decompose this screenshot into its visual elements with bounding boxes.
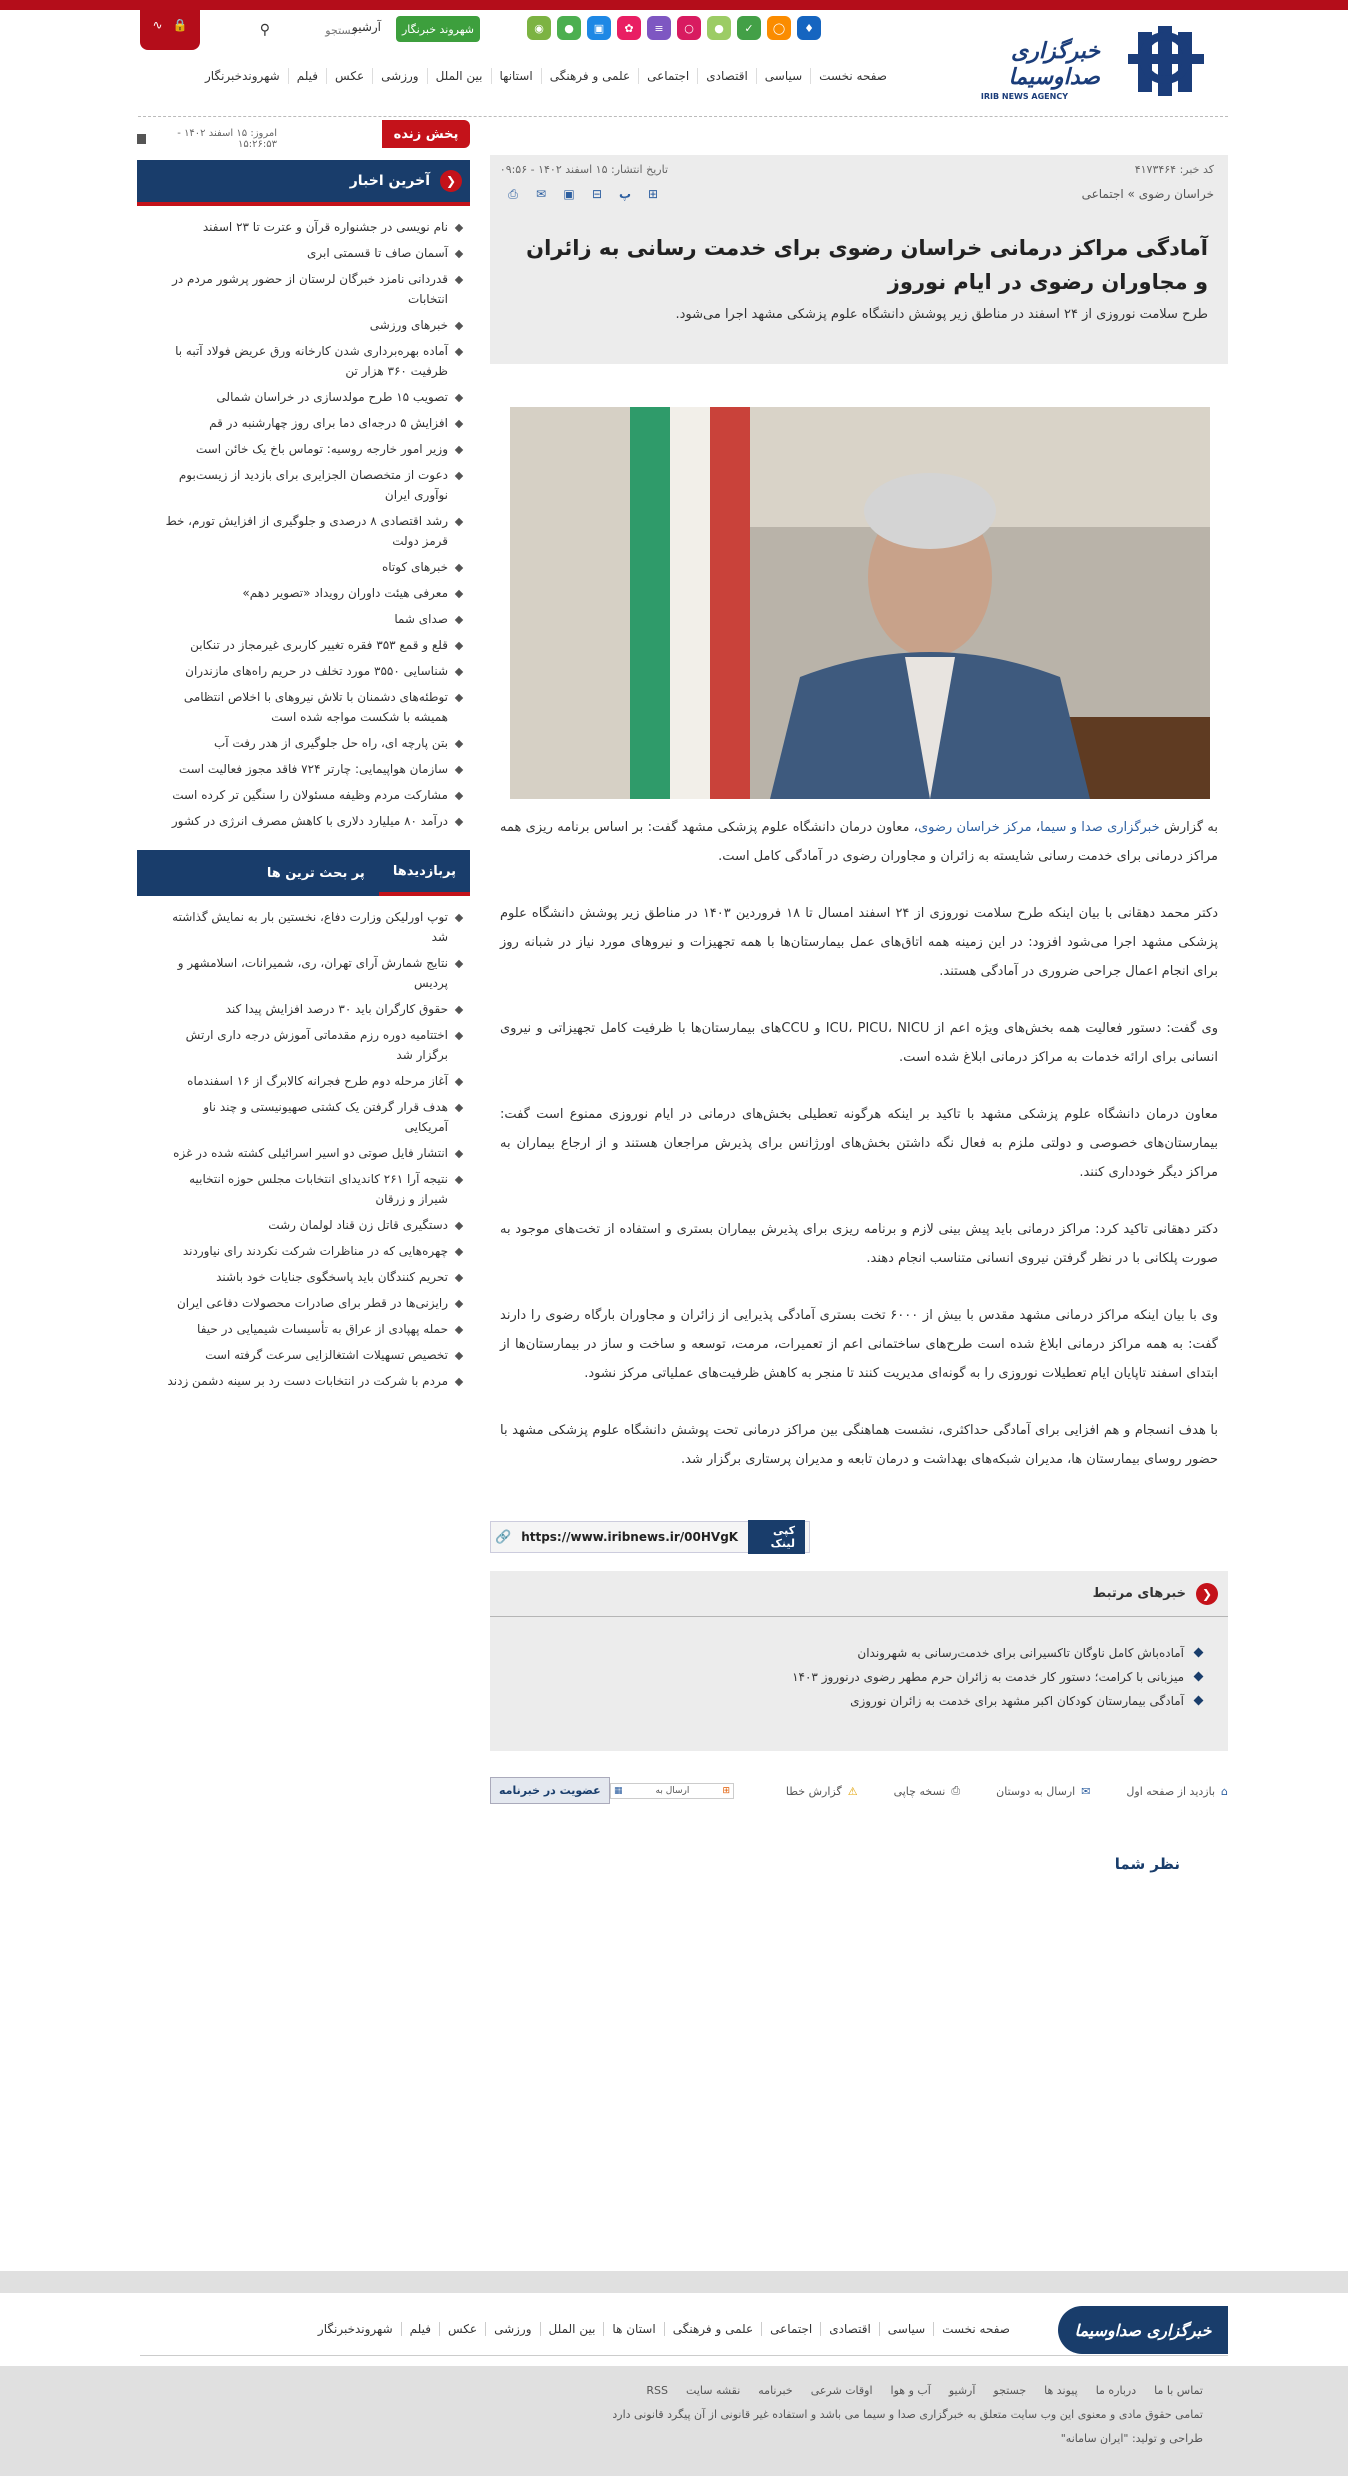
list-item[interactable]: نام نویسی در جشنواره قرآن و عترت تا ۲۳ اسفند — [137, 214, 470, 240]
bubble-app-icon[interactable]: ● — [707, 16, 731, 40]
tab-most-viewed[interactable]: پربازدیدها — [379, 850, 470, 896]
nav-item[interactable]: سیاسی — [756, 68, 810, 84]
article-headline — [490, 211, 1228, 364]
share-grid-icon: ▦ — [614, 1786, 623, 1796]
footer-link[interactable]: RSS — [646, 2384, 669, 2397]
nav-item[interactable]: استانها — [491, 68, 541, 84]
font-increase-icon[interactable]: ⊞ — [647, 187, 659, 201]
list-item[interactable]: خبرهای کوتاه — [137, 554, 470, 580]
footer-nav-item[interactable]: صفحه نخست — [933, 2322, 1018, 2336]
footer-nav-item[interactable]: بین الملل — [540, 2322, 604, 2336]
short-url[interactable]: https://www.iribnews.ir/00HVgK — [521, 1530, 739, 1544]
list-item[interactable]: آغاز مرحله دوم طرح فجرانه کالابرگ از ۱۶ اسفندماه — [137, 1068, 470, 1094]
print-version-action[interactable] — [894, 1784, 961, 1798]
popular-news-list — [137, 896, 470, 1402]
paragraph-2: دکتر محمد دهقانی با بیان اینکه طرح سلامت نوروزی از ۲۴ اسفند امسال تا ۱۸ فروردین ۱۴۰۳ در مناطق زیر پوشش دانشگاه علوم پزشکی مشهد اجرا می‌شود افزود: در این زمینه همه اتاق‌های عمل بیمارستان‌ها با همه تجهیزات و نیروهای مورد نیاز در شبانه روز برای انجام اعمال جراحی ضروری در آمادگی هستند. — [500, 906, 1219, 979]
copyright: تمامی حقوق مادی و معنوی این وب سایت متعلق به خبرگزاری صدا و سیما می باشد و استفاده غیر قانونی از آن پیگرد قانونی دارد — [612, 2408, 1203, 2421]
footer-link[interactable]: تماس با ما — [1154, 2384, 1203, 2397]
popular-tabs — [137, 850, 470, 896]
today-date — [137, 128, 377, 150]
footer-logo[interactable]: خبرگزاری صداوسیما — [1058, 2306, 1228, 2354]
header-divider — [138, 116, 1228, 117]
printer-icon: ⎙ — [951, 1784, 961, 1797]
footer-link[interactable]: پیوند ها — [1044, 2384, 1078, 2397]
footer-link[interactable]: نقشه سایت — [686, 2384, 741, 2397]
list-item[interactable]: شناسایی ۳۵۵۰ مورد تخلف در حریم راه‌های مازندران — [137, 658, 470, 684]
apple-icon[interactable]: ● — [557, 16, 581, 40]
homepage-action-label: بازدید از صفحه اول — [1126, 1784, 1216, 1798]
footer-nav — [140, 2306, 1228, 2356]
list-item[interactable]: نتایج شمارش آرای تهران، ری، شمیرانات، اسلامشهر و پردیس — [137, 950, 470, 996]
list-item[interactable]: رشد اقتصادی ۸ درصدی و جلوگیری از افزایش تورم، خط قرمز دولت — [137, 508, 470, 554]
nav-item[interactable]: اقتصادی — [697, 68, 756, 84]
paragraph-4: معاون درمان دانشگاه علوم پزشکی مشهد با تاکید بر اینکه هرگونه تعطیلی بخش‌های درمانی در ایام نوروزی ممنوع است گفت: بیمارستان‌های خصوصی و دولتی ملزم به فعال نگه داشتن بخش‌های اورژانس برای پذیرش مراجعان هستند و از ارجاع بیماران به مراکز دیگر خودداری کنند. — [500, 1107, 1218, 1180]
report-error-action[interactable] — [786, 1785, 858, 1798]
list-item[interactable]: هدف قرار گرفتن یک کشتی صهیونیستی و چند ناو آمریکایی — [137, 1094, 470, 1140]
list-item[interactable]: خبرهای ورزشی — [137, 312, 470, 338]
share-widget[interactable] — [610, 1783, 734, 1799]
list-item[interactable]: آماده بهره‌برداری شدن کارخانه ورق عریض فولاد آتبه با ظرفیت ۳۶۰ هزار تن — [137, 338, 470, 384]
search-icon[interactable]: ⚲ — [259, 22, 270, 38]
related-item[interactable]: آماده‌باش کامل ناوگان تاکسیرانی برای خدمت‌رسانی به شهروندان — [490, 1641, 1202, 1665]
list-item[interactable]: دعوت از متخصصان الجزایری برای بازدید از زیست‌بوم نوآوری ایران — [137, 462, 470, 508]
article-meta — [490, 155, 1228, 211]
list-item[interactable]: درآمد ۸۰ میلیارد دلاری با کاهش مصرف انرژی در کشور — [137, 808, 470, 834]
check-app-icon[interactable]: ✓ — [737, 16, 761, 40]
latest-news-header — [137, 160, 470, 206]
chevron-left-icon[interactable]: ❮ — [440, 170, 462, 192]
article — [490, 155, 1228, 1873]
rss-icon[interactable]: ∿ — [152, 18, 163, 32]
main-nav — [197, 68, 895, 84]
list-item[interactable]: سازمان هواپیمایی: چارتر ۷۲۴ فاقد مجوز فعالیت است — [137, 756, 470, 782]
footer-nav-item[interactable]: استان ها — [603, 2322, 663, 2336]
footer-link[interactable]: خبرنامه — [758, 2384, 793, 2397]
list-item[interactable]: مشارکت مردم وظیفه مسئولان را سنگین تر کرده است — [137, 782, 470, 808]
report-error-label: گزارش خطا — [785, 1784, 842, 1798]
article-tools — [504, 185, 662, 203]
related-news — [490, 1571, 1228, 1751]
nav-item[interactable]: فیلم — [288, 68, 326, 84]
logo-wordmark: خبرگزاری صداوسیما — [1008, 38, 1100, 90]
latest-news-list — [137, 206, 470, 842]
nav-item[interactable]: علمی و فرهنگی — [541, 68, 638, 84]
list-item[interactable]: توطئه‌های دشمنان با تلاش نیروهای با اخلاص انتظامی همیشه با شکست مواجه شده است — [137, 684, 470, 730]
orange-app-icon[interactable]: ◯ — [767, 16, 791, 40]
article-body — [490, 813, 1228, 1502]
list-item[interactable]: تصویب ۱۵ طرح مولدسازی در خراسان شمالی — [137, 384, 470, 410]
footer-nav-item[interactable]: اقتصادی — [820, 2322, 879, 2336]
copy-link-button[interactable]: کپی لینک — [748, 1520, 805, 1554]
list-item[interactable]: مردم با شرکت در انتخابات دست رد بر سینه دشمن زدند — [137, 1368, 470, 1394]
app-store-icon[interactable]: ▣ — [587, 16, 611, 40]
nav-item[interactable]: بین الملل — [427, 68, 491, 84]
footer-nav-item[interactable]: علمی و فرهنگی — [664, 2322, 761, 2336]
related-news-header — [490, 1571, 1228, 1617]
list-item[interactable]: وزیر امور خارجه روسیه: توماس باخ یک خائن است — [137, 436, 470, 462]
province-center-link[interactable]: مرکز خراسان رضوی — [917, 820, 1032, 835]
footer-nav-item[interactable]: ورزشی — [485, 2322, 539, 2336]
paragraph-1 — [500, 813, 1218, 871]
news-code: کد خبر: ۴۱۷۳۴۶۴ — [1134, 163, 1214, 176]
home-icon: ⌂ — [1221, 1784, 1228, 1798]
footer-nav-item[interactable]: سیاسی — [879, 2322, 933, 2336]
tab-most-discussed[interactable]: پر بحث ترین ها — [266, 865, 365, 881]
footer-nav-item[interactable]: شهروندخبرنگار — [317, 2322, 393, 2336]
site-logo[interactable] — [958, 12, 1218, 108]
article-actions — [490, 1775, 1228, 1807]
list-item[interactable]: حمله پهپادی از عراق به تأسیسات شیمیایی در حیفا — [137, 1316, 470, 1342]
footer-link[interactable]: آب و هوا — [890, 2384, 931, 2397]
envelope-icon: ✉ — [1081, 1784, 1091, 1798]
paragraph-5: دکتر دهقانی تاکید کرد: مراکز درمانی باید پیش بینی لازم و برنامه ریزی برای پذیرش بیماران بستری و استفاده از تخت‌های موجود به صورت پلکانی با در نظر گرفتن نیروی انسانی متناسب انجام دهند. — [500, 1222, 1218, 1266]
font-size-icon: پ — [618, 187, 632, 201]
today-date-text: امروز: ۱۵ اسفند ۱۴۰۲ - ۱۵:۲۶:۵۳ — [177, 128, 277, 150]
menu-app-icon[interactable]: ≡ — [647, 16, 671, 40]
agency-link[interactable]: خبرگزاری صدا و سیما — [1040, 820, 1160, 835]
short-link-box — [490, 1521, 810, 1553]
app-links — [527, 16, 821, 40]
related-news-list — [490, 1617, 1228, 1713]
android-icon[interactable]: ◉ — [527, 16, 551, 40]
design-credit: طراحی و تولید: "ایران سامانه" — [1060, 2432, 1203, 2445]
drop-app-icon[interactable]: ♦ — [797, 16, 821, 40]
film-app-icon[interactable]: ○ — [677, 16, 701, 40]
share-plus-icon: ⊞ — [722, 1786, 730, 1796]
paragraph-1-prefix: به گزارش — [1159, 820, 1218, 835]
footer — [0, 2366, 1348, 2476]
article-title: آمادگی مراکز درمانی خراسان رضوی برای خدمت رسانی به زائران و مجاوران رضوی در ایام نوروز — [526, 236, 1208, 294]
paragraph-7: با هدف انسجام و هم افزایی برای آمادگی حداکثری، نشست هماهنگی بین مراکز درمانی تحت پوشش دانشگاه علوم پزشکی مشهد با حضور روسای بیمارستان ها، مدیران شبکه‌های بهداشت و درمان تابعه و مدیران پرستاری برگزار شد. — [500, 1423, 1218, 1467]
list-item[interactable]: حقوق کارگران باید ۳۰ درصد افزایش پیدا کند — [137, 996, 470, 1022]
list-item[interactable]: انتشار فایل صوتی دو اسیر اسرائیلی کشته شده در غزه — [137, 1140, 470, 1166]
footer-link[interactable]: جستجو — [993, 2384, 1027, 2397]
list-item[interactable]: تخصیص تسهیلات اشتغالزایی سرعت گرفته است — [137, 1342, 470, 1368]
footer-nav-item[interactable]: فیلم — [401, 2322, 439, 2336]
paragraph-3: وی گفت: دستور فعالیت همه بخش‌های ویژه اعم از ICU، PICU، NICU و CCUهای بیمارستان‌ها با ظرفیت کامل تجهیزاتی و نیروی انسانی برای ارائه خدمات به مراکز درمانی ابلاغ شده است. — [500, 1021, 1219, 1065]
list-item[interactable]: بتن پارچه ای، راه حل جلوگیری از هدر رفت آب — [137, 730, 470, 756]
paragraph-6: وی با بیان اینکه مراکز درمانی مشهد مقدس با بیش از ۶۰۰۰ تخت بستری آمادگی پذیرایی از زائران و مجاوران بارگاه رضوی را دارند گفت: به همه مراکز درمانی ابلاغ شده است طرح‌های ساختمانی اعم از تعمیرات، مرمت، توسعه و ساخت و ساز در بیمارستان‌ها از ابتدای اسفند تاپایان ایام تعطیلات نوروزی را به گونه‌ای مدیریت کنند تا منجر به کاهش ظرفیت‌های عملیاتی مرکز نشود. — [500, 1308, 1218, 1381]
lock-icon[interactable]: 🔒 — [172, 18, 188, 32]
latest-news-title: آخرین اخبار — [349, 173, 430, 189]
flower-app-icon[interactable]: ✿ — [617, 16, 641, 40]
link-icon: 🔗 — [495, 1529, 512, 1545]
warning-icon: ⚠ — [847, 1784, 858, 1798]
list-item[interactable]: تحریم کنندگان باید پاسخگوی جنایات خود باشند — [137, 1264, 470, 1290]
list-item[interactable]: آسمان صاف تا قسمتی ابری — [137, 240, 470, 266]
list-item[interactable]: اختتامیه دوره رزم مقدماتی آموزش درجه داری ارتش برگزار شد — [137, 1022, 470, 1068]
nav-item[interactable]: اجتماعی — [638, 68, 697, 84]
list-item[interactable]: معرفی هیئت داوران رویداد «تصویر دهم» — [137, 580, 470, 606]
font-decrease-icon[interactable]: ⊟ — [591, 187, 603, 201]
comments-title: نظر شما — [1114, 1855, 1180, 1873]
list-item[interactable]: صدای شما — [137, 606, 470, 632]
footer-link[interactable]: اوقات شرعی — [810, 2384, 873, 2397]
nav-item[interactable]: ورزشی — [372, 68, 426, 84]
save-icon[interactable]: ▣ — [563, 187, 575, 201]
list-item[interactable]: توپ اورلیکن وزارت دفاع، نخستین بار به نمایش گذاشته شد — [137, 904, 470, 950]
list-item[interactable]: نتیجه آرا ۲۶۱ کاندیدای انتخابات مجلس حوزه انتخابیه شیراز و زرقان — [137, 1166, 470, 1212]
list-item[interactable]: رایزنی‌ها در قطر برای صادرات محصولات دفاعی ایران — [137, 1290, 470, 1316]
official-portrait-image — [510, 407, 1210, 799]
paragraph-1-separator: ، — [1031, 820, 1041, 835]
article-lead: طرح سلامت نوروزی از ۲۴ اسفند در مناطق زیر پوشش دانشگاه علوم پزشکی مشهد اجرا می‌شود. — [675, 307, 1208, 322]
footer-nav-item[interactable]: عکس — [439, 2322, 485, 2336]
article-photo — [510, 407, 1210, 799]
footer-nav-links — [310, 2322, 1018, 2336]
homepage-action[interactable] — [1126, 1785, 1228, 1798]
citizen-reporter-button[interactable]: شهروند خبرنگار — [396, 16, 480, 42]
footer-nav-item[interactable]: اجتماعی — [761, 2322, 820, 2336]
list-item[interactable]: افزایش ۵ درجه‌ای دما برای روز چهارشنبه در قم — [137, 410, 470, 436]
chevron-left-icon: ❮ — [1196, 1583, 1218, 1605]
sidebar — [137, 120, 470, 1402]
nav-item[interactable]: عکس — [326, 68, 372, 84]
nav-item[interactable]: صفحه نخست — [810, 68, 895, 84]
nav-item[interactable]: شهروندخبرنگار — [205, 69, 280, 83]
print-version-label: نسخه چاپی — [893, 1784, 946, 1798]
list-item[interactable]: قدردانی نامزد خبرگان لرستان از حضور پرشور مردم در انتخابات — [137, 266, 470, 312]
calendar-icon — [137, 134, 146, 144]
logo-subtitle: IRIB NEWS AGENCY — [980, 92, 1068, 101]
newsletter-subscribe-button[interactable]: عضویت در خبرنامه — [490, 1777, 610, 1804]
live-stream-button[interactable]: پخش زنده — [382, 120, 470, 148]
email-icon[interactable]: ✉ — [535, 187, 547, 201]
list-item[interactable]: چهره‌هایی که در مناظرات شرکت نکردند رای نیاوردند — [137, 1238, 470, 1264]
paragraph-1-text: ، معاون درمان دانشگاه علوم پزشکی مشهد گفت: بر اساس برنامه ریزی همه مراکز درمانی برای خدمت رسانی شایسته به زائران و مجاوران رضوی در آمادگی کامل است. — [500, 820, 1218, 864]
search-box — [228, 18, 358, 42]
list-item[interactable]: قلع و قمع ۳۵۳ فقره تغییر کاربری غیرمجاز در تنکابن — [137, 632, 470, 658]
related-item[interactable]: میزبانی با کرامت؛ دستور کار خدمت به زائران حرم مطهر رضوی درنوروز ۱۴۰۳ — [490, 1665, 1202, 1689]
footer-link[interactable]: درباره ما — [1095, 2384, 1137, 2397]
related-item[interactable]: آمادگی بیمارستان کودکان اکبر مشهد برای خدمت به زائران نوروزی — [490, 1689, 1202, 1713]
search-input[interactable] — [278, 24, 358, 37]
footer-band — [0, 2271, 1348, 2293]
publish-date: تاریخ انتشار: ۱۵ اسفند ۱۴۰۲ - ۰۹:۵۶ — [499, 163, 668, 176]
send-to-friends-label: ارسال به دوستان — [996, 1784, 1076, 1798]
footer-links — [646, 2384, 1203, 2397]
top-tools — [140, 0, 200, 50]
archive-link[interactable]: آرشیو — [352, 20, 382, 34]
send-to-friends-action[interactable] — [996, 1785, 1090, 1798]
share-label: ارسال به — [655, 1786, 690, 1796]
footer-link[interactable]: آرشیو — [948, 2384, 976, 2397]
related-news-title: خبرهای مرتبط — [1092, 1586, 1186, 1601]
breadcrumb[interactable]: خراسان رضوی » اجتماعی — [1081, 187, 1214, 201]
print-icon[interactable]: ⎙ — [508, 186, 518, 201]
list-item[interactable]: دستگیری قاتل زن قناد لولمان رشت — [137, 1212, 470, 1238]
